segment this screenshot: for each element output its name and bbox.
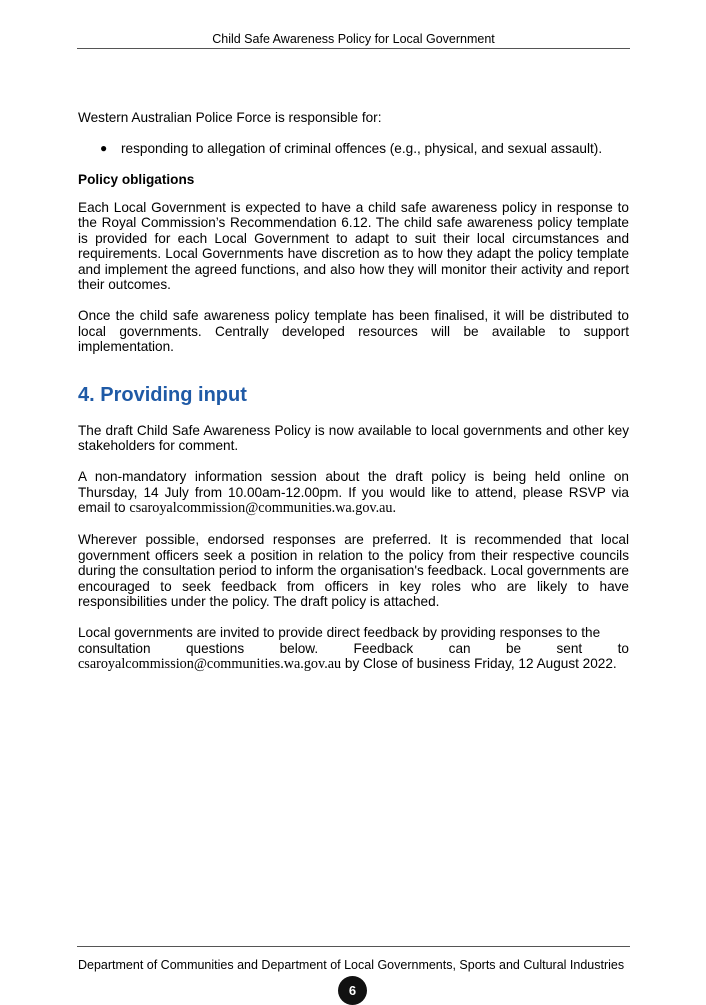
policy-obligations-paragraph-1: Each Local Government is expected to have a child safe awareness policy in response to the Royal Commission’s Recommendation 6.12. The child safe awareness policy template is provided for each Local Government to adapt to suit their local circumstances and requirements. Local Governments have discretion as to how they adapt the policy template and implement the agreed functions, and also how they will monitor their activity and report their outcomes.: [78, 199, 629, 292]
intro-text: Western Australian Police Force is responsible for:: [78, 110, 382, 125]
providing-input-paragraph-2: [78, 469, 629, 517]
providing-input-paragraph-1: The draft Child Safe Awareness Policy is now available to local governments and other key stakeholders for comment.: [78, 422, 629, 453]
feedback-line-2-word: be: [505, 640, 522, 656]
footer-text: Department of Communities and Department of Local Governments, Sports and Cultural Industries: [78, 958, 625, 972]
feedback-line-2: [78, 641, 629, 657]
feedback-line-2-word: questions: [185, 640, 245, 656]
feedback-line-2-word: consultation: [78, 640, 151, 656]
policy-obligations-heading: Policy obligations: [78, 172, 195, 187]
bullet-list-item: [78, 141, 629, 157]
bullet-text: responding to allegation of criminal offences (e.g., physical, and sexual assault).: [121, 140, 603, 156]
providing-input-paragraph-3: Wherever possible, endorsed responses are preferred. It is recommended that local government officers seek a position in relation to the policy from their respective councils during the consultation period to inform the organisation's feedback. Local governments are encouraged to seek feedback from officers in key roles who are likely to have responsibilities under the policy. The draft policy is attached.: [78, 532, 629, 609]
feedback-line-2-word: below.: [279, 640, 319, 656]
footer-divider: [77, 946, 630, 947]
feedback-line-1: Local governments are invited to provide direct feedback by providing responses to the: [78, 625, 601, 640]
feedback-line-2-word: to: [617, 640, 629, 656]
policy-obligations-paragraph-2: Once the child safe awareness policy template has been finalised, it will be distributed to local governments. Centrally developed resources will be available to support implementation.: [78, 308, 629, 354]
feedback-line-2-word: Feedback: [353, 640, 414, 656]
section-heading-providing-input: 4. Providing input: [78, 383, 247, 406]
info-session-text: A non-mandatory information session about the draft policy is being held online on Thursday, 14 July from 10.00am-12.00pm. If you would like to attend, please RSVP via email to: [78, 469, 629, 515]
feedback-line-2-word: sent: [556, 640, 583, 656]
feedback-deadline-text: by Close of business Friday, 12 August 2022.: [341, 656, 617, 671]
bullet-icon: ●: [100, 140, 108, 155]
feedback-email-link[interactable]: csaroyalcommission@communities.wa.gov.au: [78, 656, 342, 672]
feedback-line-2-word: can: [448, 640, 471, 656]
rsvp-email-link[interactable]: csaroyalcommission@communities.wa.gov.au.: [129, 500, 397, 516]
page-header: Child Safe Awareness Policy for Local Government: [77, 30, 630, 49]
document-body: [78, 110, 629, 673]
providing-input-paragraph-4: [78, 625, 629, 673]
feedback-line-3: [78, 656, 629, 673]
page-number-badge: 6: [338, 976, 367, 1005]
